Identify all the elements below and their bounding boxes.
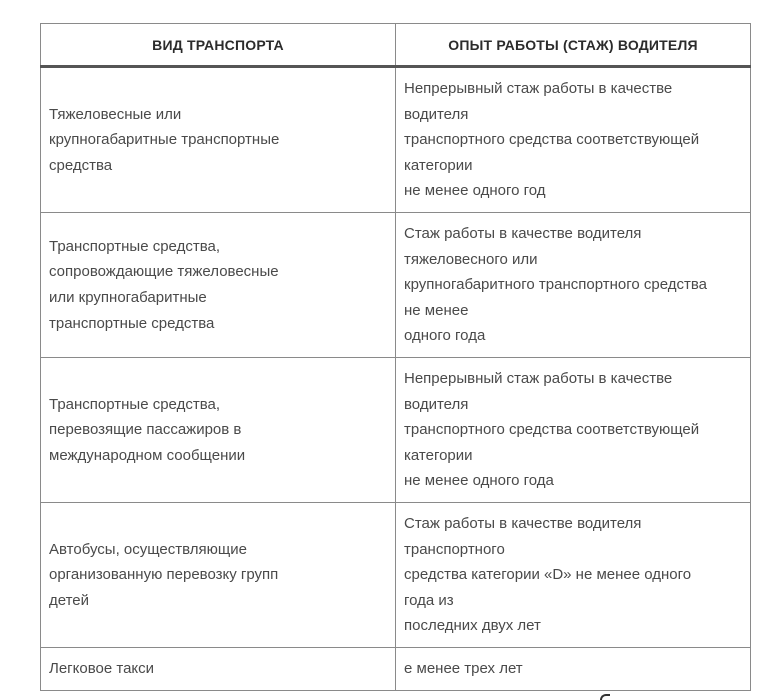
cell-line: не менее одного год <box>404 182 546 200</box>
vehicle-type-cell <box>41 503 396 648</box>
cell-line: Автобусы, осуществляющие <box>49 540 247 558</box>
experience-cell <box>396 648 751 691</box>
cell-line: не менее <box>404 301 469 319</box>
table-row <box>41 67 751 213</box>
vehicle-type-cell <box>41 358 396 503</box>
cell-line: или крупногабаритные <box>49 289 207 306</box>
table-row <box>41 648 751 691</box>
cell-line: Непрерывный стаж работы в качестве <box>404 80 673 98</box>
driver-experience-table <box>40 23 751 691</box>
cell-line: е менее трех лет <box>404 660 523 678</box>
cell-line: водителя <box>404 395 469 413</box>
cell-line: тяжеловесного или <box>404 250 538 268</box>
table-header-row <box>41 24 751 67</box>
cell-line: Транспортные средства, <box>49 395 220 413</box>
cell-line: Тяжеловесные или <box>49 105 182 123</box>
cell-line: Стаж работы в качестве водителя <box>404 515 642 533</box>
cell-line: года из <box>404 591 454 609</box>
cell-line: средства <box>49 156 113 174</box>
cell-line: детей <box>49 591 90 609</box>
cell-line: категории <box>404 446 473 464</box>
cell-line: сопровождающие тяжеловесные <box>49 263 279 281</box>
cell-line: перевозящие пассажиров в <box>49 421 242 439</box>
table-row <box>41 358 751 503</box>
table-row <box>41 503 751 648</box>
cell-line: последних двух лет <box>404 617 541 635</box>
cell-line: Транспортные средства, <box>49 237 220 255</box>
vehicle-type-cell <box>41 648 396 691</box>
cell-line: организованную перевозку групп <box>49 566 279 584</box>
cell-line: транспортного средства соответствующей <box>404 421 700 439</box>
cell-line: средства категории «D» не менее одного <box>404 566 692 584</box>
cropped-heading-fragment <box>0 0 768 10</box>
cell-line: не менее одного года <box>404 472 554 490</box>
experience-cell <box>396 358 751 503</box>
experience-cell <box>396 503 751 648</box>
cell-line: транспортного средства соответствующей <box>404 131 700 149</box>
header-driver-experience: ОПЫТ РАБОТЫ (СТАЖ) ВОДИТЕЛЯ <box>396 24 751 67</box>
header-vehicle-type: ВИД ТРАНСПОРТА <box>41 24 396 67</box>
vehicle-type-cell <box>41 67 396 213</box>
cell-line: Стаж работы в качестве водителя <box>404 225 642 243</box>
cell-line: крупногабаритные транспортные <box>49 131 280 149</box>
cell-line: Легковое такси <box>49 660 155 678</box>
vehicle-type-cell <box>41 213 396 358</box>
experience-cell <box>396 213 751 358</box>
cropped-text-fragment <box>600 690 620 700</box>
cell-line: крупногабаритного транспортного средства <box>404 276 708 294</box>
table-row <box>41 213 751 358</box>
cell-line: Непрерывный стаж работы в качестве <box>404 370 673 388</box>
cell-line: одного года <box>404 327 486 345</box>
cell-line: категории <box>404 156 473 174</box>
cell-line: водителя <box>404 105 469 123</box>
cell-line: транспортного <box>404 540 505 558</box>
cell-line: транспортные средства <box>49 314 215 332</box>
experience-cell <box>396 67 751 213</box>
cell-line: международном сообщении <box>49 446 246 464</box>
